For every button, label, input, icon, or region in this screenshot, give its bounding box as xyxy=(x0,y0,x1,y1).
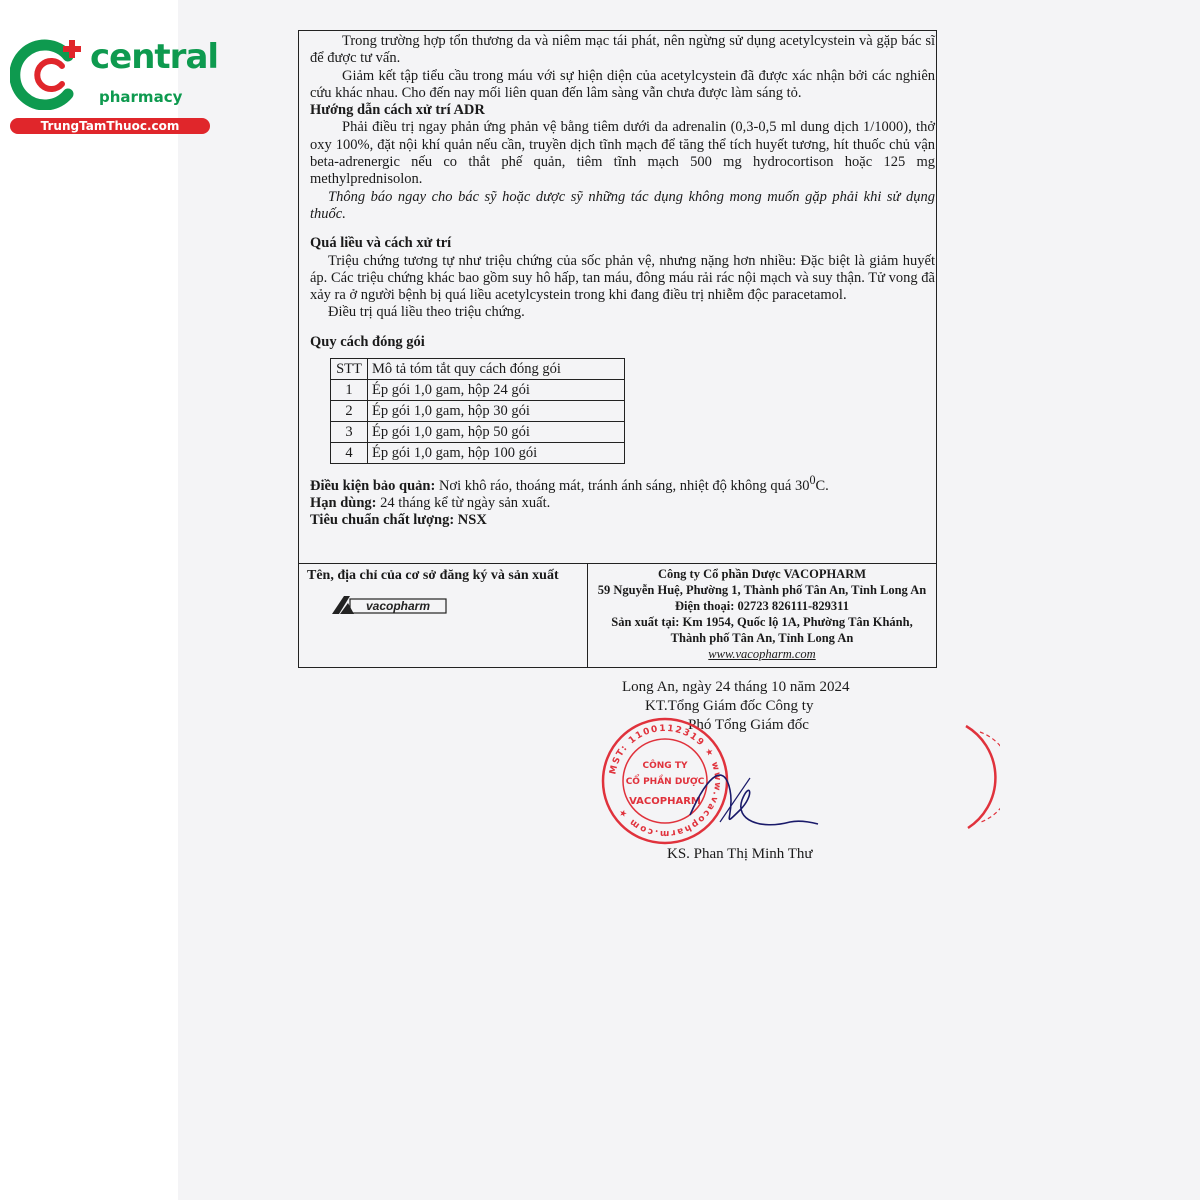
factory-address-2: Thành phố Tân An, Tỉnh Long An xyxy=(670,631,854,645)
table-row xyxy=(331,401,625,422)
brand-name: central xyxy=(90,37,219,77)
signer-name: KS. Phan Thị Minh Thư xyxy=(667,846,813,862)
paragraph-skin-lesion: Trong trường hợp tổn thương da và niêm mạc tái phát, nên ngừng sử dụng acetylcystein và gặp bác sĩ để được tư vấn. xyxy=(310,33,935,67)
overdose-text: Triệu chứng tương tự như triệu chứng của sốc phản vệ, nhưng nặng hơn nhiều: Đặc biệt là giảm huyết áp. Các triệu chứng khác bao gồm suy hô hấp, tan máu, đông máu rải rác nội mạch và suy thận. Tử vong đã xảy ra ở người bệnh bị quá liều acetylcystein trong khi đang điều trị nhiễm độc paracetamol. xyxy=(310,252,935,304)
adr-note: Thông báo ngay cho bác sỹ hoặc dược sỹ những tác dụng không mong muốn gặp phải khi sử dụng thuốc. xyxy=(310,188,935,222)
table-cell-number: 1 xyxy=(331,380,368,401)
standard-value: NSX xyxy=(457,512,487,529)
table-row xyxy=(331,443,625,464)
table-cell-desc: Ép gói 1,0 gam, hộp 50 gói xyxy=(368,422,625,443)
pharmacy-cross-icon xyxy=(10,38,90,110)
registration-divider xyxy=(298,563,937,564)
packing-heading: Quy cách đóng gói xyxy=(310,333,425,350)
signature-date: Long An, ngày 24 tháng 10 năm 2024 xyxy=(622,679,850,695)
standard-line xyxy=(310,512,935,529)
brand-sub: pharmacy xyxy=(99,88,183,106)
expiry-label: Hạn dùng: xyxy=(310,495,377,512)
svg-text:CỔ PHẦN DƯỢC: CỔ PHẦN DƯỢC xyxy=(625,777,705,787)
packing-table xyxy=(330,358,625,464)
brand-website: TrungTamThuoc.com xyxy=(10,118,210,134)
company-info xyxy=(592,566,932,662)
company-website-link[interactable]: www.vacopharm.com xyxy=(708,647,816,661)
table-row xyxy=(331,422,625,443)
table-cell-desc: Ép gói 1,0 gam, hộp 24 gói xyxy=(368,380,625,401)
signature-title-1: KT.Tổng Giám đốc Công ty xyxy=(645,698,814,714)
company-address: 59 Nguyễn Huệ, Phường 1, Thành phố Tân An, Tỉnh Long An xyxy=(597,583,927,597)
storage-label: Điều kiện bảo quản: xyxy=(310,477,436,494)
table-row xyxy=(331,380,625,401)
table-header-stt: STT xyxy=(331,359,368,380)
overdose-treatment: Điều trị quá liều theo triệu chứng. xyxy=(328,304,525,321)
expiry-value: 24 tháng kể từ ngày sản xuất. xyxy=(380,495,551,512)
table-cell-desc: Ép gói 1,0 gam, hộp 100 gói xyxy=(368,443,625,464)
vacopharm-logo xyxy=(330,594,448,616)
central-pharmacy-logo[interactable] xyxy=(10,37,219,138)
partial-stamp-edge xyxy=(960,722,1000,832)
storage-line xyxy=(310,472,935,495)
storage-degree: 0 xyxy=(809,473,816,488)
storage-value: Nơi khô ráo, thoáng mát, tránh ánh sáng, nhiệt độ không quá 30 xyxy=(438,477,810,494)
storage-unit: C. xyxy=(815,477,829,494)
expiry-line xyxy=(310,495,935,512)
standard-label: Tiêu chuẩn chất lượng: xyxy=(310,512,455,529)
handwritten-signature xyxy=(680,760,820,840)
table-cell-desc: Ép gói 1,0 gam, hộp 30 gói xyxy=(368,401,625,422)
company-phone: Điện thoại: 02723 826111-829311 xyxy=(675,599,849,613)
table-header-desc: Mô tả tóm tắt quy cách đóng gói xyxy=(368,359,625,380)
factory-address-1: Sản xuất tại: Km 1954, Quốc lộ 1A, Phường Tân Khánh, xyxy=(611,615,913,629)
table-cell-number: 4 xyxy=(331,443,368,464)
registration-label: Tên, địa chỉ của cơ sở đăng ký và sản xuất xyxy=(307,568,559,583)
svg-text:VACOPHARM: VACOPHARM xyxy=(629,796,701,807)
adr-heading: Hướng dẫn cách xử trí ADR xyxy=(310,102,485,119)
document-body xyxy=(310,33,935,530)
table-header-row xyxy=(331,359,625,380)
adr-text: Phải điều trị ngay phản ứng phản vệ bằng tiêm dưới da adrenalin (0,3-0,5 ml dung dịch 1/1000), thở oxy 100%, đặt nội khí quản nếu cần, truyền dịch tĩnh mạch để tăng thể tích huyết tương, hít thuốc chủ vận beta-adrenergic nếu co thắt phế quản, tiêm tĩnh mạch 500 mg hydrocortison hoặc 125 mg methylprednisolon. xyxy=(310,119,935,188)
svg-text:CÔNG TY: CÔNG TY xyxy=(642,761,688,771)
svg-text:vacopharm: vacopharm xyxy=(365,599,431,613)
overdose-heading: Quá liều và cách xử trí xyxy=(310,235,452,252)
paragraph-platelet: Giảm kết tập tiểu cầu trong máu với sự hiện diện của acetylcystein đã được xác nhận bởi các nghiên cứu khác nhau. Cho đến nay mối liên quan đến lâm sàng vẫn chưa được làm sáng tỏ. xyxy=(310,67,935,101)
registration-column-divider xyxy=(587,563,588,668)
company-name: Công ty Cổ phần Dược VACOPHARM xyxy=(657,567,867,581)
table-cell-number: 2 xyxy=(331,401,368,422)
table-cell-number: 3 xyxy=(331,422,368,443)
signature-title-2: Phó Tổng Giám đốc xyxy=(688,717,809,733)
svg-text:MST: 1100112319 ★ www.vacophar: MST: 1100112319 ★ www.vacopharm.com ★ xyxy=(608,723,723,839)
